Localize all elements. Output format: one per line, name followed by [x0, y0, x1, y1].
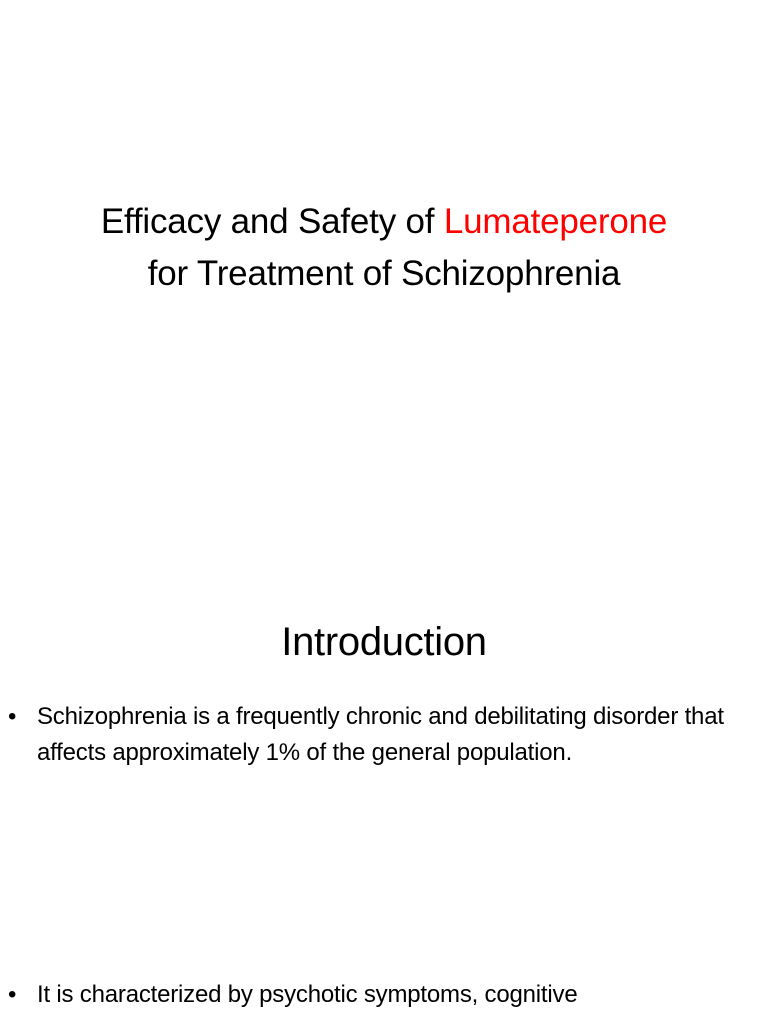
- bullet-text: Schizophrenia is a frequently chronic and debilitating disorder that affects approximately 1% of the general population.: [37, 703, 724, 766]
- title-line-2: for Treatment of Schizophrenia: [147, 254, 621, 293]
- title-prefix: Efficacy and Safety of: [100, 202, 444, 241]
- bullet-dot-icon: •: [8, 703, 17, 730]
- bullet-text: It is characterized by psychotic symptoms, cognitive: [37, 981, 578, 1008]
- introduction-slide: [0, 576, 768, 1024]
- slide-title: [0, 196, 768, 300]
- section-heading: Introduction: [281, 620, 487, 664]
- bullet-dot-icon: •: [8, 981, 17, 1008]
- title-highlight: Lumateperone: [443, 202, 668, 241]
